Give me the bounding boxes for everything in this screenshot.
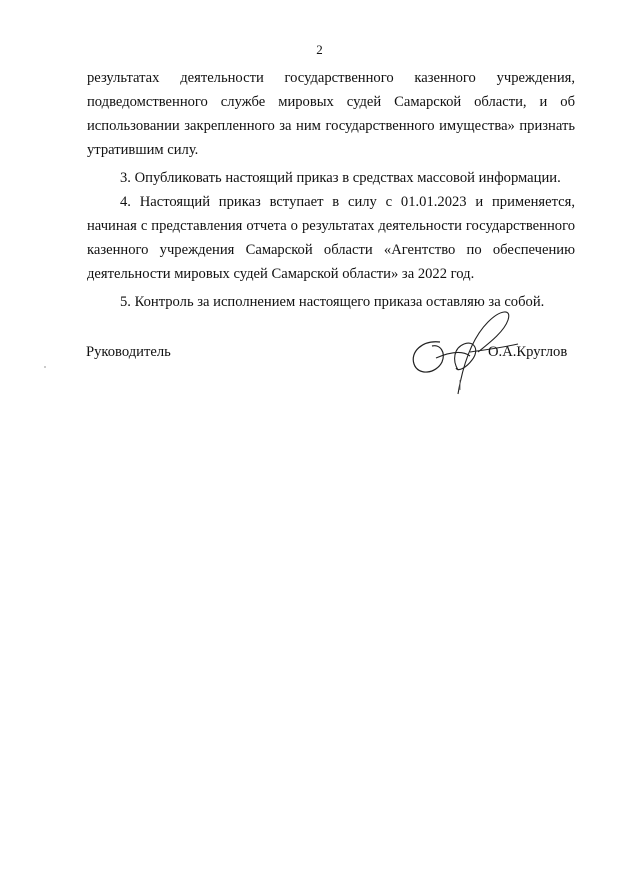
scan-speck [44, 366, 46, 368]
page-number: 2 [316, 42, 323, 57]
paragraph-item-5: 5. Контроль за исполнением настоящего приказа оставляю за собой. [120, 294, 545, 310]
paragraph-item-4: 4. Настоящий приказ вступает в силу с 01.01.2023 и применяется, начиная с представления отчета о результатах деятельности государственного казенного учреждения Самарской области «Агентство по обеспечению деятельности мировых судей Самарской области» за 2022 год. [87, 194, 575, 282]
signatory-title: Руководитель [86, 344, 171, 360]
paragraph-continuation: результатах деятельности государственного казенного учреждения, подведомственного службе мировых судей Самарской области, и об использовании закрепленного за ним государственного имущества» признать утратившим силу. [87, 70, 575, 158]
paragraph-item-3: 3. Опубликовать настоящий приказ в средствах массовой информации. [120, 170, 561, 186]
signatory-name: О.А.Круглов [488, 344, 568, 360]
